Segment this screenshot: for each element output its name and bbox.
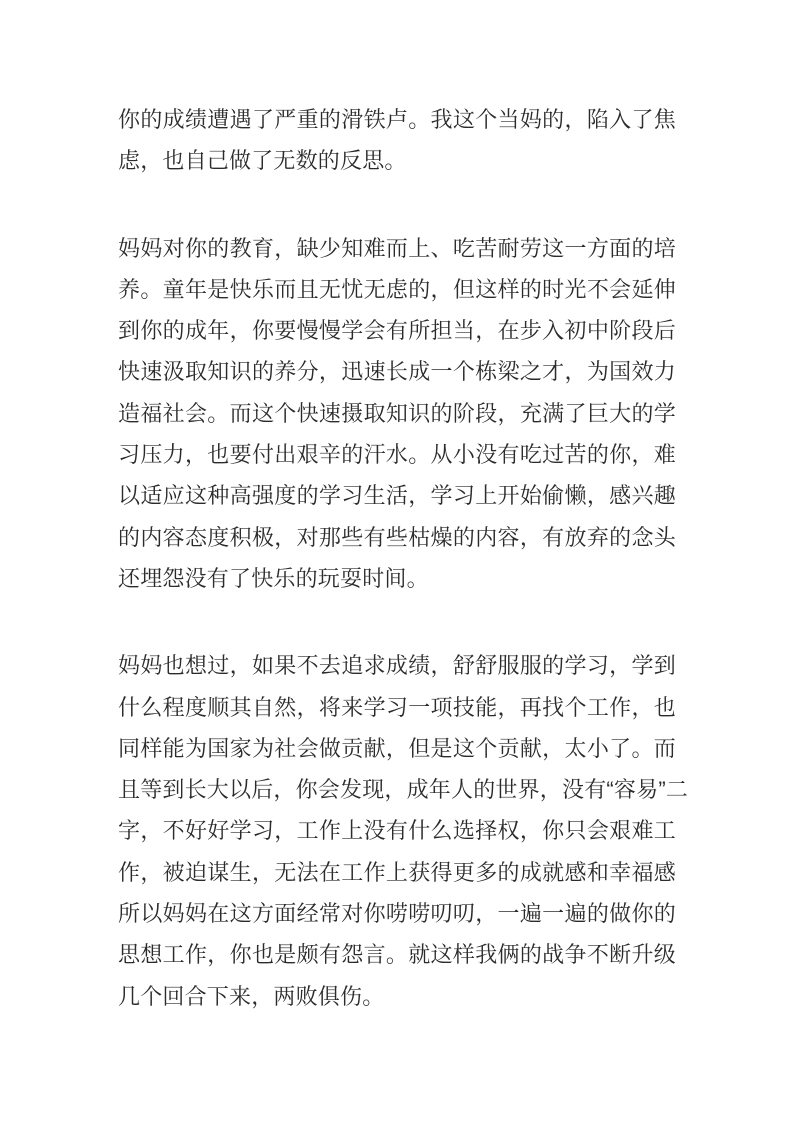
text-line: 什么程度顺其自然，将来学习一项技能，再找个工作，也	[118, 694, 676, 720]
text-line: 字，不好好学习，工作上没有什么选择权，你只会艰难工	[118, 818, 676, 844]
text-line: 作，被迫谋生，无法在工作上获得更多的成就感和幸福感	[118, 859, 676, 885]
text-line: 同样能为国家为社会做贡献，但是这个贡献，太小了。而	[118, 735, 676, 761]
text-line: 的内容态度积极，对那些有些枯燥的内容，有放弃的念头	[118, 524, 676, 550]
text-line: 几个回合下来，两败俱伤。	[118, 983, 385, 1009]
paragraph	[118, 228, 676, 600]
text-line: 习压力，也要付出艰辛的汗水。从小没有吃过苦的你，难	[118, 442, 676, 468]
paragraph	[118, 645, 689, 1017]
text-line: 造福社会。而这个快速摄取知识的阶段，充满了巨大的学	[118, 400, 676, 426]
text-column	[118, 99, 689, 1017]
text-line: 且等到长大以后，你会发现，成年人的世界，没有“容易”二	[118, 777, 689, 803]
text-line: 到你的成年，你要慢慢学会有所担当，在步入初中阶段后	[118, 318, 676, 344]
text-line: 思想工作，你也是颇有怨言。就这样我俩的战争不断升级	[118, 942, 676, 968]
text-line: 快速汲取知识的养分，迅速长成一个栋梁之才，为国效力	[118, 359, 676, 385]
text-line: 虑，也自己做了无数的反思。	[118, 148, 407, 174]
text-line: 你的成绩遭遇了严重的滑铁卢。我这个当妈的，陷入了焦	[118, 107, 676, 132]
text-line: 以适应这种高强度的学习生活，学习上开始偷懒，感兴趣	[118, 483, 676, 509]
text-line: 所以妈妈在这方面经常对你唠唠叨叨，一遍一遍的做你的	[118, 901, 676, 927]
text-line: 妈妈也想过，如果不去追求成绩，舒舒服服的学习，学到	[118, 653, 676, 679]
paragraph	[118, 99, 676, 182]
text-line: 妈妈对你的教育，缺少知难而上、吃苦耐劳这一方面的培	[118, 235, 676, 261]
text-line: 还埋怨没有了快乐的玩耍时间。	[118, 565, 429, 591]
text-line: 养。童年是快乐而且无忧无虑的，但这样的时光不会延伸	[118, 276, 676, 302]
